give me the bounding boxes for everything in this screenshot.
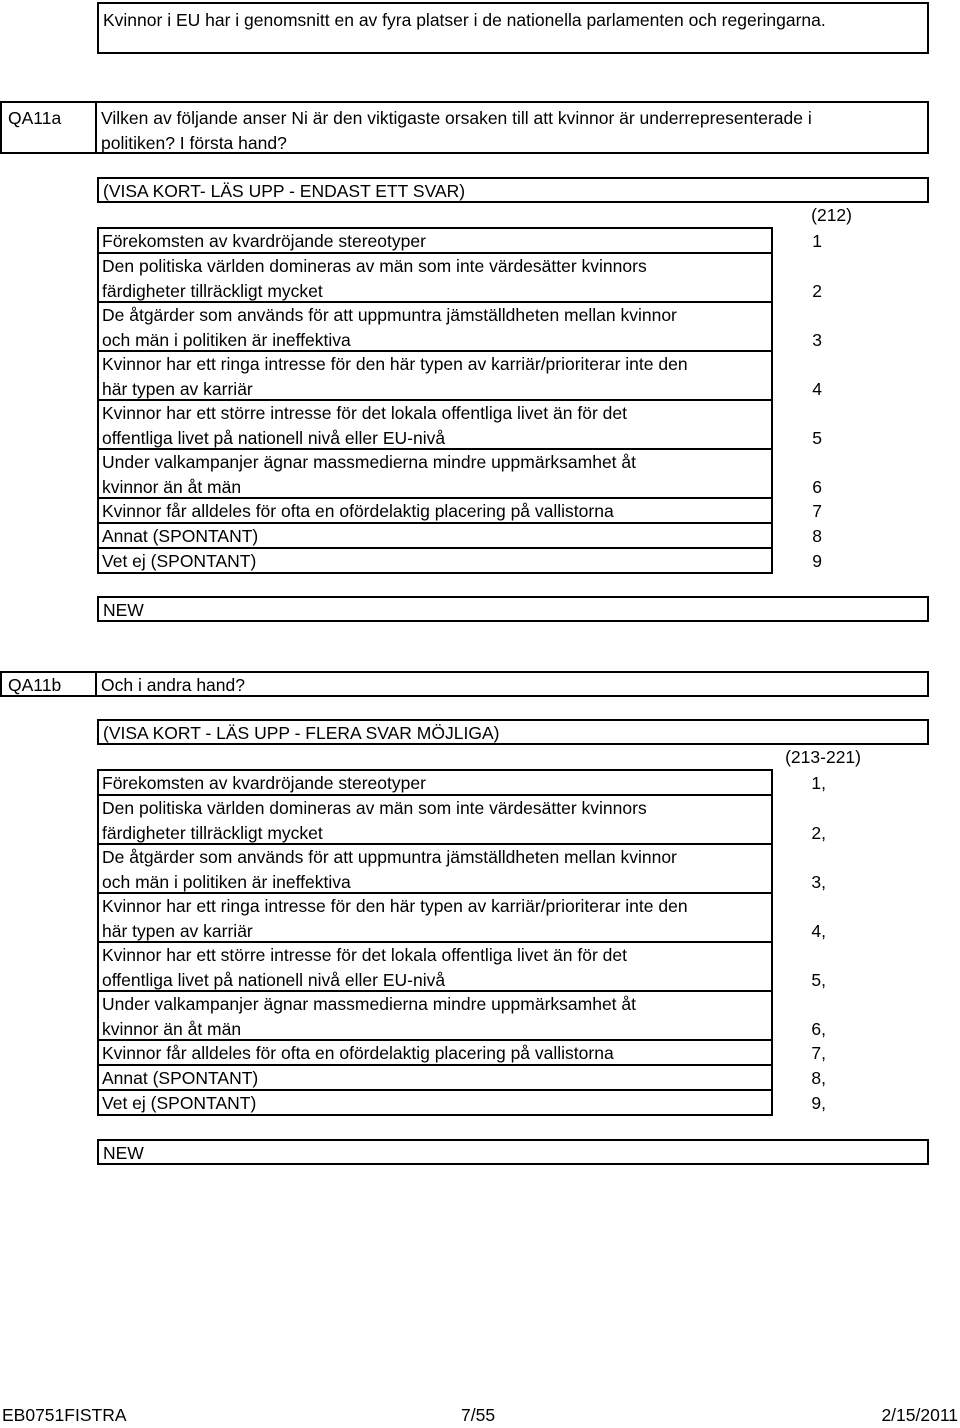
q2-option-code: 8, [811, 1068, 826, 1088]
footer-doc-id: EB0751FISTRA [2, 1405, 127, 1425]
q1-option-label-line2: färdigheter tillräckligt mycket [102, 280, 323, 301]
q2-id: QA11b [8, 675, 62, 695]
q1-option-row [97, 399, 773, 450]
q1-instruction: (VISA KORT- LÄS UPP - ENDAST ETT SVAR) [103, 181, 466, 201]
q2-option-code: 9, [811, 1093, 826, 1113]
q2-column-code: (213-221) [785, 747, 861, 767]
q1-question-line1: Vilken av följande anser Ni är den viktigaste orsaken till att kvinnor är underrepresenterade i [101, 108, 812, 128]
q1-option-row [97, 301, 773, 352]
q2-option-row [97, 941, 773, 992]
q1-option-label-line2: här typen av karriär [102, 378, 253, 399]
q1-option-label-line2: kvinnor än åt män [102, 476, 242, 497]
q1-new-box [97, 596, 929, 622]
q1-option-label-line1: Kvinnor får alldeles för ofta en ofördelaktig placering på vallistorna [102, 501, 614, 521]
q1-id-box [0, 101, 97, 154]
q2-option-label-line2: färdigheter tillräckligt mycket [102, 822, 323, 843]
q2-option-label-line1: De åtgärder som används för att uppmuntra jämställdheten mellan kvinnor [102, 847, 677, 867]
q2-option-row [97, 1089, 773, 1116]
q2-question-box [95, 671, 929, 697]
q1-column-code: (212) [811, 205, 852, 225]
q2-option-label-line1: Kvinnor har ett större intresse för det lokala offentliga livet än för det [102, 945, 627, 965]
q2-option-row [97, 843, 773, 894]
q1-option-label-line1: Under valkampanjer ägnar massmedierna mindre uppmärksamhet åt [102, 452, 636, 472]
q1-option-label-line1: Vet ej (SPONTANT) [102, 551, 257, 571]
q2-new-box [97, 1139, 929, 1165]
q1-option-code: 7 [812, 501, 822, 521]
q1-option-row [97, 448, 773, 499]
q1-id: QA11a [8, 108, 62, 128]
q2-id-box [0, 671, 97, 697]
q2-option-code: 1, [811, 773, 826, 793]
q2-option-code: 2, [811, 823, 826, 843]
q2-new-label: NEW [103, 1143, 144, 1163]
intro-box [97, 2, 929, 54]
q2-option-label-line2: och män i politiken är ineffektiva [102, 871, 351, 892]
q1-option-row [97, 547, 773, 574]
q1-option-code: 9 [812, 551, 822, 571]
q1-option-row [97, 522, 773, 549]
q2-option-label-line1: Annat (SPONTANT) [102, 1068, 259, 1088]
q2-option-row [97, 1039, 773, 1066]
q2-option-row [97, 1064, 773, 1091]
q2-option-row [97, 769, 773, 796]
q2-option-row [97, 990, 773, 1041]
q2-option-label-line2: kvinnor än åt män [102, 1018, 242, 1039]
q1-option-label-line1: Kvinnor har ett större intresse för det lokala offentliga livet än för det [102, 403, 627, 423]
q2-option-row [97, 794, 773, 845]
q2-option-label-line1: Under valkampanjer ägnar massmedierna mindre uppmärksamhet åt [102, 994, 636, 1014]
q2-option-label-line2: offentliga livet på nationell nivå eller EU-nivå [102, 969, 446, 990]
q2-option-label-line1: Kvinnor har ett ringa intresse för den här typen av karriär/prioriterar inte den [102, 896, 688, 916]
q2-option-label-line1: Kvinnor får alldeles för ofta en ofördelaktig placering på vallistorna [102, 1043, 614, 1063]
q2-option-label-line1: Vet ej (SPONTANT) [102, 1093, 257, 1113]
q1-option-row [97, 497, 773, 524]
q1-option-code: 8 [812, 526, 822, 546]
q1-option-label-line1: Den politiska världen domineras av män som inte värdesätter kvinnors [102, 256, 647, 276]
footer-page: 7/55 [461, 1405, 496, 1425]
q1-option-label-line1: Kvinnor har ett ringa intresse för den här typen av karriär/prioriterar inte den [102, 354, 688, 374]
q1-option-code: 1 [812, 231, 822, 251]
q2-instruction-box [97, 719, 929, 745]
q1-option-label-line2: offentliga livet på nationell nivå eller EU-nivå [102, 427, 446, 448]
q2-option-label-line2: här typen av karriär [102, 920, 253, 941]
q1-option-code: 6 [812, 477, 822, 497]
q1-instruction-box [97, 177, 929, 203]
intro-text: Kvinnor i EU har i genomsnitt en av fyra platser i de nationella parlamenten och regeringarna. [103, 10, 826, 30]
q1-option-code: 4 [812, 379, 822, 399]
q1-option-code: 5 [812, 428, 822, 448]
q2-option-code: 3, [811, 872, 826, 892]
q1-option-label-line1: De åtgärder som används för att uppmuntra jämställdheten mellan kvinnor [102, 305, 677, 325]
q2-option-code: 4, [811, 921, 826, 941]
q1-option-row [97, 350, 773, 401]
q2-question: Och i andra hand? [101, 675, 245, 695]
q1-option-label-line1: Annat (SPONTANT) [102, 526, 259, 546]
q1-option-label-line1: Förekomsten av kvardröjande stereotyper [102, 231, 426, 251]
q2-option-label-line1: Förekomsten av kvardröjande stereotyper [102, 773, 426, 793]
q1-option-row [97, 252, 773, 303]
footer-date: 2/15/2011 [881, 1405, 958, 1425]
q1-option-code: 2 [812, 281, 822, 301]
q1-new-label: NEW [103, 600, 144, 620]
q1-option-code: 3 [812, 330, 822, 350]
q2-option-label-line1: Den politiska världen domineras av män som inte värdesätter kvinnors [102, 798, 647, 818]
q1-option-label-line2: och män i politiken är ineffektiva [102, 329, 351, 350]
q2-instruction: (VISA KORT - LÄS UPP - FLERA SVAR MÖJLIGA) [103, 723, 500, 743]
q1-question-line2: politiken? I första hand? [101, 132, 287, 153]
q2-option-code: 5, [811, 970, 826, 990]
q2-option-row [97, 892, 773, 943]
q2-option-code: 7, [811, 1043, 826, 1063]
q1-question-box [95, 101, 929, 154]
q1-option-row [97, 227, 773, 254]
q2-option-code: 6, [811, 1019, 826, 1039]
